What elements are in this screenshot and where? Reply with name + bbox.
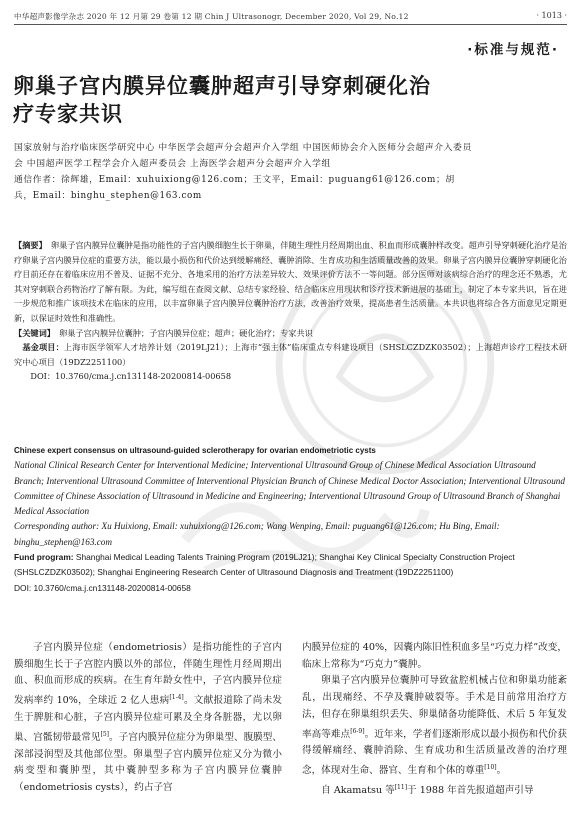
keywords-line [14, 326, 567, 341]
doi-line [14, 369, 567, 384]
body-text: 。子宫内膜异位症分为卵巢型、腹膜型、深部浸润型及其他部位型。卵巢型子宫内膜异位症又分为微小病变型和囊肿型，其中囊肿型多称为子宫内膜异位囊肿（endometriosis cysts），约占子宫 [14, 731, 282, 793]
abstract-block [14, 238, 567, 384]
fund-label: 基金项目： [22, 342, 64, 353]
citation: [5] [100, 730, 109, 738]
body-text: 于 1988 年首先报道超声引导 [407, 785, 534, 797]
author-organizations: 国家放射与治疗临床医学研究中心 中华医学会超声分会超声介入学组 中国医师协会介入医师分会超声介入委员会 中国超声医学工程学会介入超声委员会 上海医学会超声分会超声介入学组 [14, 143, 472, 169]
abstract-label: 【摘要】 [14, 240, 43, 250]
english-fund-label: Fund program: [14, 552, 74, 563]
author-block [14, 140, 472, 204]
body-column-left [14, 640, 282, 797]
fund-line [14, 340, 567, 369]
doi-text: DOI：10.3760/cma.j.cn131148-20200814-00658 [30, 371, 232, 382]
citation: [1-4] [169, 694, 184, 702]
article-title: 卵巢子宫内膜异位囊肿超声引导穿刺硬化治疗专家共识 [13, 74, 431, 126]
fund-text: 上海市医学领军人才培养计划（2019LJ21）；上海市“强主体”临床重点专科建设项目（SHSLCZDZK03502）；上海超声诊疗工程技术研究中心项目（19DZ2251100） [14, 342, 567, 367]
body-paragraph: 内膜异位症的 40%，因囊内陈旧性积血多呈“巧克力样”改变，临床上常称为“巧克力”囊肿。 [302, 642, 567, 670]
body-paragraph [14, 640, 282, 797]
citation: [6-9] [350, 727, 365, 735]
body-text: 卵巢子宫内膜异位囊肿可导致盆腔机械占位和卵巢功能紊乱，出现痛经、不孕及囊肿破裂等。手术是目前常用治疗方法，但存在卵巢组织丢失、卵巢储备功能降低、术后 5 年复发率高等难点 [302, 675, 567, 740]
abstract-paragraph [14, 238, 567, 326]
corresponding-authors: 通信作者：徐辉雄，Email：xuhuixiong@126.com；王文平，Email：puguang61@126.com；胡兵，Email：binghu_stephen@163.com [14, 175, 455, 201]
english-doi: DOI: 10.3760/cma.j.cn131148-20200814-00658 [14, 582, 191, 593]
body-text: 自 Akamatsu 等 [321, 785, 395, 797]
english-affiliations: National Clinical Research Center for Interventional Medicine; Interventional Ultrasound Group of Chinese Medical Association Ultrasound Branch; Interventional Ultrasound Committee of Interventional Physician Branch of Chinese Medical Doctor Association; Interventional Ultrasound Committee of Chinese Association of Ultrasound in Medicine and Engineering; Interventional Ultrasound Group of Ultrasound Branch of Shanghai Medical Association [14, 460, 565, 517]
keywords-text: 卵巢子宫内膜异位囊肿；子宫内膜异位症；超声；硬化治疗；专家共识 [59, 327, 313, 338]
english-abstract-block [14, 443, 567, 596]
english-title: Chinese expert consensus on ultrasound-guided sclerotherapy for ovarian endometriotic cysts [14, 446, 376, 455]
body-text: 子宫内膜异位症（endometriosis）是指功能性的子宫内膜细胞生长于子宫腔内膜以外的部位，伴随生理性月经周期出血、积血而形成的疾病。在生育年龄女性中，子宫内膜异位症发病率约 10%，全球近 2 亿人患病 [14, 642, 282, 707]
body-paragraph [302, 780, 567, 800]
body-column-right [302, 640, 567, 800]
section-tag: ·标准与规范· [467, 42, 559, 58]
body-paragraph [302, 673, 567, 780]
page-number: · 1013 · [536, 11, 567, 20]
citation: [11] [394, 784, 408, 791]
body-text: 。文献报道除了尚未发生于脾脏和心脏，子宫内膜异位症可累及全身各脏器，尤以卵巢、宫骶韧带最常见 [14, 695, 283, 743]
running-head: 中华超声影像学杂志 2020 年 12 月第 29 卷第 12 期 Chin J Ultrasonogr, December 2020, Vol 29, No.12 [14, 12, 409, 21]
abstract-text: 卵巢子宫内膜异位囊肿是指功能性的子宫内膜细胞生长于卵巢，伴随生理性月经周期出血、积血而形成囊肿样改变。超声引导穿刺硬化治疗是治疗卵巢子宫内膜异位症的重要方法，能以最小损伤和代价达到缓解痛经、囊肿消除、生育成功和生活质量改善的效果。卵巢子宫内膜异位囊肿穿刺硬化治疗目前还存在着临床应用不普及、证据不充分、各地采用的治疗方法差异较大、效果评价方法不一等问题。部分医师对该病综合治疗的理念还不熟悉，尤其对穿刺联合药物治疗了解有限。为此，编写组在查阅文献、总结专家经验、结合临床应用现状和诊疗技术新进展的基础上，制定了本专家共识，旨在进一步规范和推广该项技术在临床的应用，以丰富卵巢子宫内膜异位囊肿治疗方法，改善治疗效果，提高患者生活质量。本共识也将综合各方面意见定期更新，以保证时效性和准确性。 [14, 240, 567, 323]
body-text: 。近年来，学者们逐渐形成以最小损伤和代价获得缓解痛经、囊肿消除、生育成功和生活质量改善的治疗理念，体现对生命、器官、生育和个体的尊重 [302, 728, 567, 777]
english-fund-text: Shanghai Medical Leading Talents Training Program (2019LJ21); Shanghai Key Clinical Specialty Construction Project (SHSLCZDZK03502); Shanghai Engineering Research Center of Ultrasound Diagnosis and Treatment (19DZ2251100) [14, 552, 515, 578]
english-corresponding: Corresponding author: Xu Huixiong, Email: xuhuixiong@126.com; Wang Wenping, Email: puguang61@126.com; Hu Bing, Email: binghu_stephen@163.com [14, 521, 500, 547]
english-fund [14, 550, 567, 581]
keywords-label: 【关键词】 [14, 327, 51, 338]
body-text: 。 [496, 765, 507, 777]
header-rule [14, 24, 567, 25]
citation: [10] [484, 764, 497, 772]
